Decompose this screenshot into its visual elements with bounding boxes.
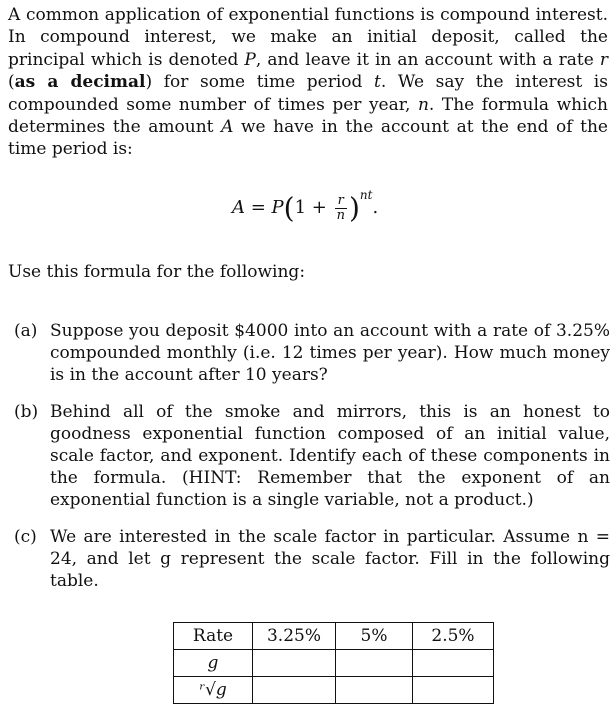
row-label-g <box>174 650 253 677</box>
formula-equals: = <box>245 197 272 218</box>
formula-one-plus: 1 + <box>294 197 333 218</box>
question-item <box>14 526 610 593</box>
table-row <box>174 677 494 704</box>
table-header-row <box>174 623 494 650</box>
right-paren: ) <box>348 191 360 225</box>
question-item <box>14 401 610 512</box>
compound-interest-formula <box>232 188 378 225</box>
intro-text: ( <box>8 72 15 93</box>
intro-paragraph <box>8 4 608 161</box>
row-label-text: g <box>207 653 219 673</box>
table-header-cell: Rate <box>174 623 253 650</box>
blank-cell[interactable] <box>336 650 413 677</box>
blank-cell[interactable] <box>413 650 494 677</box>
table-header-cell: 5% <box>336 623 413 650</box>
var-r: r <box>599 49 608 70</box>
fraction <box>335 194 347 223</box>
intro-text: . We say the interest is compounded some number of times per year, <box>8 72 608 115</box>
bold-phrase: as a decimal <box>14 72 146 93</box>
question-label: (a) <box>14 321 38 341</box>
table-header-cell: 3.25% <box>253 623 336 650</box>
intro-text: ) for some time period <box>145 72 375 93</box>
table-header-cell: 2.5% <box>413 623 494 650</box>
row-label-root-g <box>174 677 253 704</box>
formula-A: A <box>232 197 245 218</box>
blank-cell[interactable] <box>413 677 494 704</box>
formula-period: . <box>372 197 379 218</box>
question-label: (b) <box>14 401 39 422</box>
formula-P: P <box>271 197 284 218</box>
table-row <box>174 650 494 677</box>
question-text: Suppose you deposit $4000 into an account with a rate of 3.25% compounded monthly (i.e. 12 times per year). How much money is in the account after 10 years? <box>50 321 610 386</box>
var-t: t <box>374 72 381 93</box>
left-paren: ( <box>283 191 295 225</box>
intro-text: . The formula which determines the amount <box>8 94 608 138</box>
formula-exponent: nt <box>359 188 373 202</box>
scale-factor-table <box>173 622 494 704</box>
var-n: n <box>417 94 429 115</box>
question-text: Behind all of the smoke and mirrors, this is an honest to goodness exponential function composed of an initial value, scale factor, and exponent. Identify each of these components in the formula. (HINT: Remember that the exponent of an exponential function is a single variable, not a product.) <box>50 401 610 511</box>
question-text: We are interested in the scale factor in particular. Assume n = 24, and let g represent the scale factor. Fill in the following table. <box>50 526 610 592</box>
use-formula-line: Use this formula for the following: <box>8 262 306 282</box>
intro-text: , and leave it in an account with a rate <box>255 49 600 70</box>
blank-cell[interactable] <box>253 650 336 677</box>
row-label-text: ʳ√g <box>199 680 227 700</box>
intro-text: we have in the account at the end of the time period is: <box>8 117 608 160</box>
blank-cell[interactable] <box>253 677 336 704</box>
fraction-denominator: n <box>336 207 345 223</box>
question-label: (c) <box>14 526 37 547</box>
blank-cell[interactable] <box>336 677 413 704</box>
fraction-numerator: r <box>337 192 344 208</box>
question-list <box>14 320 610 606</box>
question-item <box>14 320 610 387</box>
var-A: A <box>221 117 234 138</box>
var-P: P <box>244 49 256 70</box>
intro-text: A common application of exponential functions is compound interest. In compound interest, we make an initial deposit, called the principal which is denoted <box>8 5 608 70</box>
